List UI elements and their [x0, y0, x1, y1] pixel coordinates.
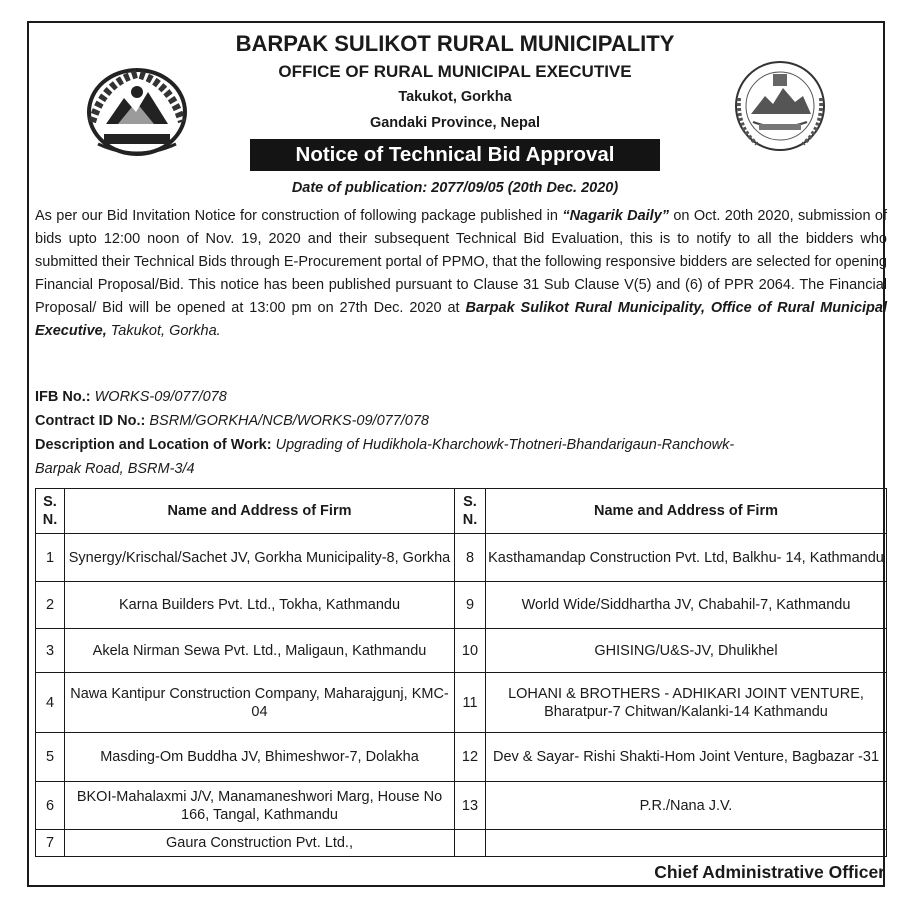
notice-title: Notice of Technical Bid Approval: [250, 139, 660, 171]
address-line-2: Gandaki Province, Nepal: [369, 115, 541, 131]
contract-label: Contract ID No.:: [35, 413, 146, 429]
sn-cell: 3: [36, 629, 65, 673]
newspaper-name: “Nagarik Daily”: [562, 208, 670, 224]
ifb-value: WORKS-09/077/078: [90, 389, 227, 405]
firm-cell: Akela Nirman Sewa Pvt. Ltd., Maligaun, Kathmandu: [65, 629, 455, 673]
sn-cell: 9: [455, 582, 486, 629]
bidders-table: [35, 488, 887, 857]
table-row: [36, 582, 887, 629]
firm-cell: GHISING/U&S-JV, Dhulikhel: [486, 629, 887, 673]
firm-cell: [486, 830, 887, 857]
firm-cell: BKOI-Mahalaxmi J/V, Manamaneshwori Marg, House No 166, Tangal, Kathmandu: [65, 782, 455, 830]
firm-cell: Synergy/Krischal/Sachet JV, Gorkha Municipality-8, Gorkha: [65, 534, 455, 582]
firm-header: Name and Address of Firm: [65, 489, 455, 534]
description-value: Upgrading of Hudikhola-Kharchowk-Thotneri-Bhandarigaun-Ranchowk-: [271, 437, 735, 453]
sn-cell: 12: [455, 733, 486, 782]
sn-cell: 7: [36, 830, 65, 857]
contract-value: BSRM/GORKHA/NCB/WORKS-09/077/078: [145, 413, 430, 429]
body-text-3: Takukot, Gorkha.: [106, 322, 221, 339]
firm-cell: Gaura Construction Pvt. Ltd.,: [65, 830, 455, 857]
municipality-name: BARPAK SULIKOT RURAL MUNICIPALITY: [235, 31, 675, 56]
table-row: [36, 733, 887, 782]
venue-name: Barpak Sulikot Rural Municipality, Office of Rural Municipal Executive,: [35, 299, 887, 339]
description-line: [35, 437, 734, 453]
body-text-2: on Oct. 20th 2020, submission of bids upto 12:00 noon of Nov. 19, 2020 and their subsequent Technical Bid Evaluation, this is to notify to all the bidders who submitted their Technical Bids through E-Procurement portal of PPMO, that the following responsive bidders are selected for opening Financial Proposal/Bid. This notice has been published pursuant to Clause 31 Sub Clause V(5) and (6) of PPR 2064. The Financial Proposal/ Bid will be opened at 13:00 pm on 27th Dec. 2020 at: [35, 208, 887, 316]
sn-cell: 1: [36, 534, 65, 582]
firm-cell: Kasthamandap Construction Pvt. Ltd, Balkhu- 14, Kathmandu: [486, 534, 887, 582]
firm-cell: Nawa Kantipur Construction Company, Maharajgunj, KMC-04: [65, 673, 455, 733]
firm-cell: LOHANI & BROTHERS - ADHIKARI JOINT VENTURE, Bharatpur-7 Chitwan/Kalanki-14 Kathmandu: [486, 673, 887, 733]
publication-date: Date of publication: 2077/09/05 (20th Dec. 2020): [291, 180, 619, 196]
body-text-1: As per our Bid Invitation Notice for construction of following package published in: [35, 208, 563, 224]
sn-cell: 4: [36, 673, 65, 733]
sn-cell: 5: [36, 733, 65, 782]
sn-cell: 2: [36, 582, 65, 629]
sn-cell: 10: [455, 629, 486, 673]
table-row: [36, 534, 887, 582]
office-name: OFFICE OF RURAL MUNICIPAL EXECUTIVE: [278, 62, 632, 81]
firm-cell: Karna Builders Pvt. Ltd., Tokha, Kathmandu: [65, 582, 455, 629]
sn-cell: 6: [36, 782, 65, 830]
table-row: [36, 830, 887, 857]
table-row: [36, 629, 887, 673]
contract-line: [35, 413, 429, 429]
description-value-cont: Barpak Road, BSRM-3/4: [35, 461, 195, 477]
sn-cell: 8: [455, 534, 486, 582]
sn-header: S. N.: [36, 489, 65, 534]
sn-header: S. N.: [455, 489, 486, 534]
table-header-row: [36, 489, 887, 534]
firm-cell: World Wide/Siddhartha JV, Chabahil-7, Kathmandu: [486, 582, 887, 629]
table-row: [36, 782, 887, 830]
sn-cell: [455, 830, 486, 857]
ifb-line: [35, 389, 227, 405]
sn-cell: 13: [455, 782, 486, 830]
address-line-1: Takukot, Gorkha: [398, 89, 512, 105]
ifb-label: IFB No.:: [35, 389, 91, 405]
signature-title: Chief Administrative Officer: [654, 862, 885, 882]
description-label: Description and Location of Work:: [35, 437, 272, 453]
firm-header: Name and Address of Firm: [486, 489, 887, 534]
sn-cell: 11: [455, 673, 486, 733]
firm-cell: Dev & Sayar- Rishi Shakti-Hom Joint Venture, Bagbazar -31: [486, 733, 887, 782]
notice-body: [35, 205, 887, 342]
table-row: [36, 673, 887, 733]
description-line-cont: [35, 461, 195, 477]
firm-cell: P.R./Nana J.V.: [486, 782, 887, 830]
firm-cell: Masding-Om Buddha JV, Bhimeshwor-7, Dolakha: [65, 733, 455, 782]
